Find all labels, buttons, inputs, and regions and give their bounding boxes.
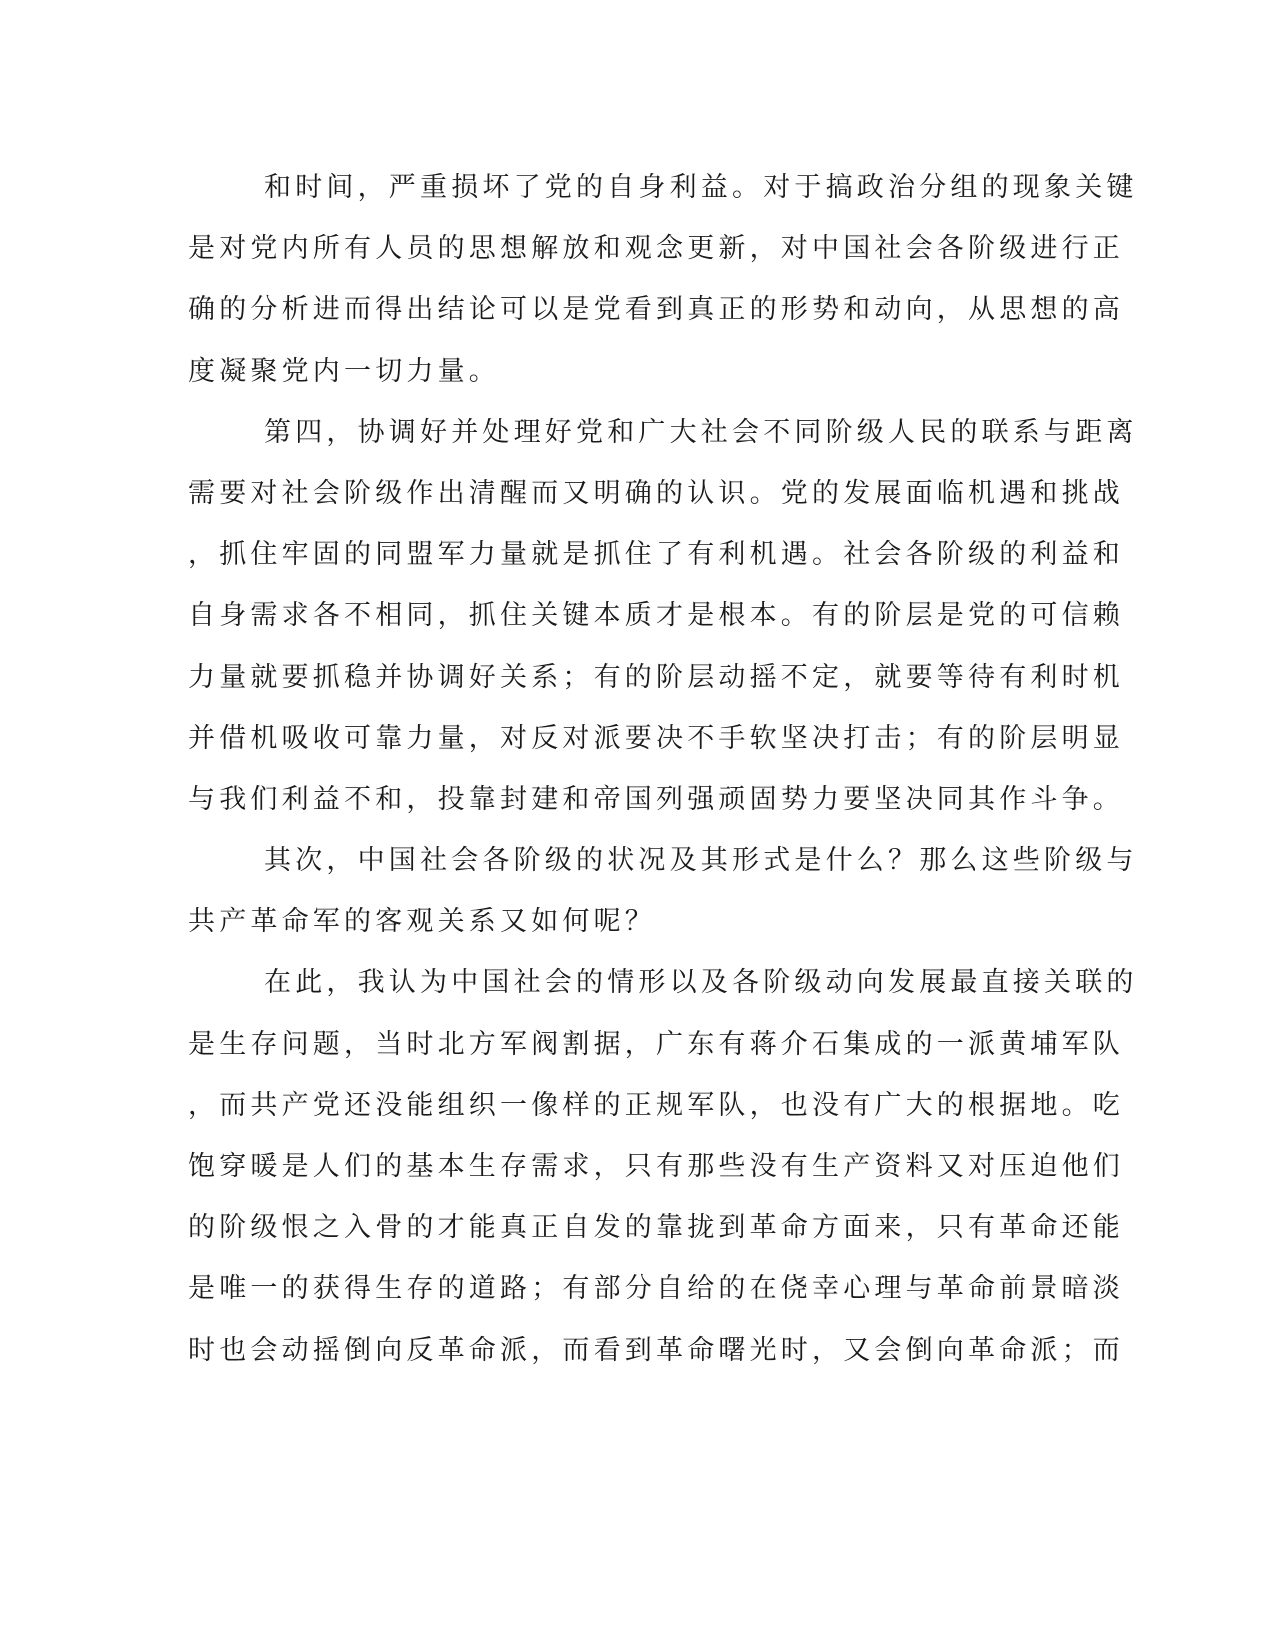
text-line: 第四，协调好并处理好党和广大社会不同阶级人民的联系与距离 xyxy=(264,416,1138,448)
body-text xyxy=(188,157,1138,1381)
text-line: 需要对社会阶级作出清醒而又明确的认识。党的发展面临机遇和挑战 xyxy=(188,477,1124,509)
text-line: 饱穿暖是人们的基本生存需求，只有那些没有生产资料又对压迫他们 xyxy=(188,1151,1124,1182)
text-line: 自身需求各不相同，抓住关键本质才是根本。有的阶层是党的可信赖 xyxy=(188,600,1124,632)
text-line: 与我们利益不和，投靠封建和帝国列强顽固势力要坚决同其作斗争。 xyxy=(188,783,1124,815)
text-line: ，抓住牢固的同盟军力量就是抓住了有利机遇。社会各阶级的利益和 xyxy=(188,539,1124,571)
text-line: 是唯一的获得生存的道路；有部分自给的在侥幸心理与革命前景暗淡 xyxy=(188,1273,1124,1305)
text-line: 并借机吸收可靠力量，对反对派要决不手软坚决打击；有的阶层明显 xyxy=(188,722,1124,754)
text-line: 力量就要抓稳并协调好关系；有的阶层动摇不定，就要等待有利时机 xyxy=(188,661,1124,693)
text-line: 其次，中国社会各阶级的状况及其形式是什么？那么这些阶级与 xyxy=(264,845,1138,877)
text-line: 确的分析进而得出结论可以是党看到真正的形势和动向，从思想的高 xyxy=(188,294,1124,326)
text-line: ，而共产党还没能组织一像样的正规军队，也没有广大的根据地。吃 xyxy=(188,1089,1124,1121)
text-line: 的阶级恨之入骨的才能真正自发的靠拢到革命方面来，只有革命还能 xyxy=(188,1212,1124,1244)
text-line: 度凝聚党内一切力量。 xyxy=(188,355,500,387)
text-line: 是生存问题，当时北方军阀割据，广东有蒋介石集成的一派黄埔军队 xyxy=(188,1028,1124,1060)
text-line: 和时间，严重损坏了党的自身利益。对于搞政治分组的现象关键 xyxy=(264,172,1138,203)
text-line: 共产革命军的客观关系又如何呢？ xyxy=(188,906,656,938)
text-line: 时也会动摇倒向反革命派，而看到革命曙光时，又会倒向革命派；而 xyxy=(188,1334,1124,1366)
text-line: 在此，我认为中国社会的情形以及各阶级动向发展最直接关联的 xyxy=(264,967,1138,999)
text-line: 是对党内所有人员的思想解放和观念更新，对中国社会各阶级进行正 xyxy=(188,233,1124,265)
